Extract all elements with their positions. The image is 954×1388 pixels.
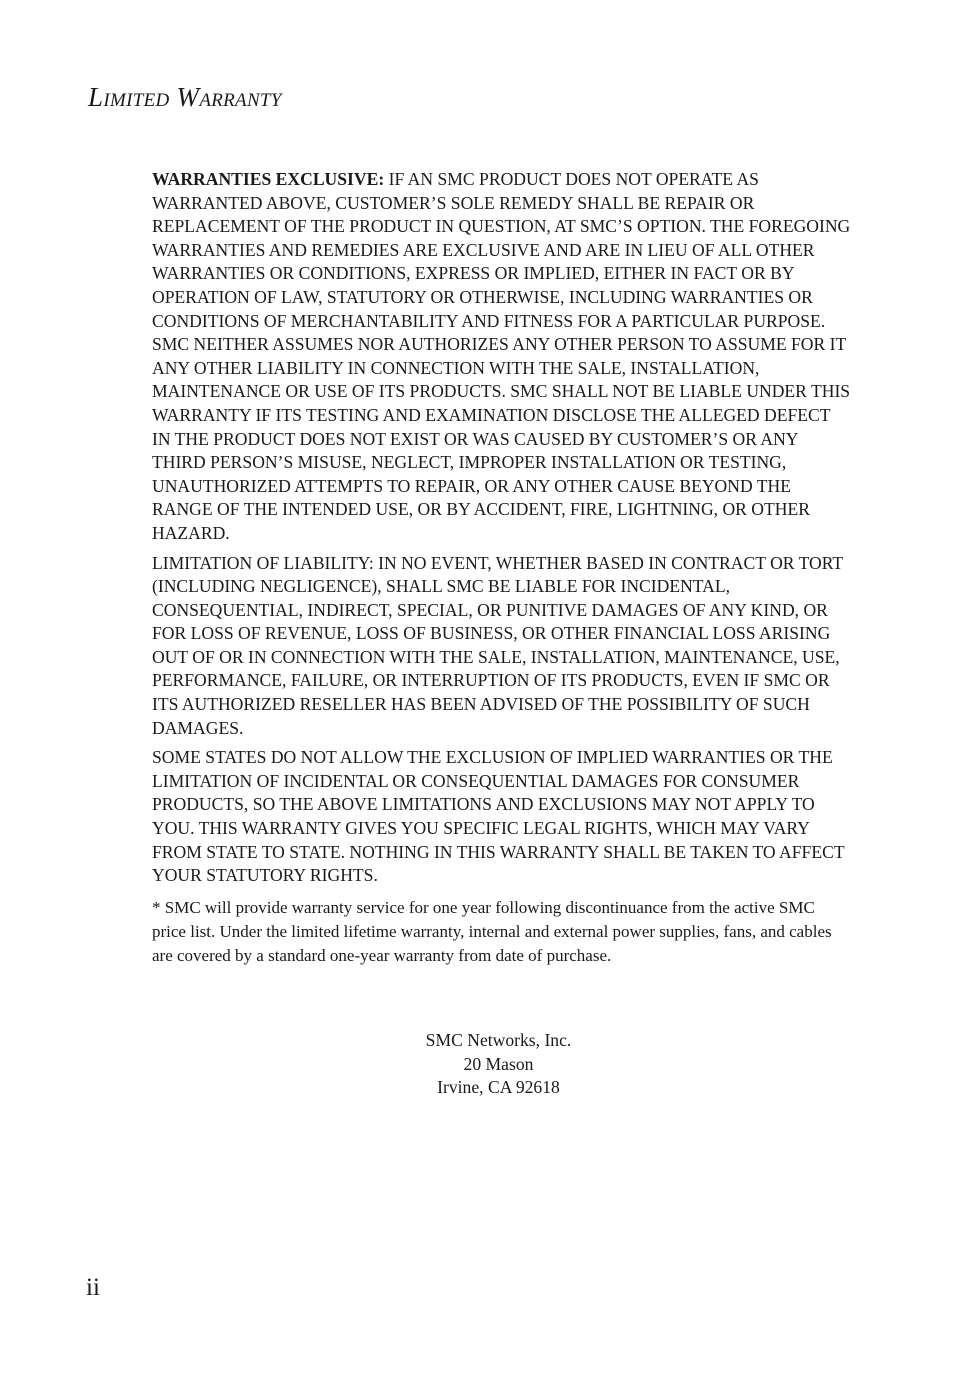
warranties-exclusive-text: IF AN SMC PRODUCT DOES NOT OPERATE AS WARRANTED ABOVE, CUSTOMER’S SOLE REMEDY SHALL BE REPAIR OR REPLACEMENT OF THE PRODUCT IN QUESTION, AT SMC’S OPTION. THE FOREGOING WARRANTIES AND REMEDIES ARE EXCLUSIVE AND ARE IN LIEU OF ALL OTHER WARRANTIES OR CONDITIONS, EXPRESS OR IMPLIED, EITHER IN FACT OR BY OPERATION OF LAW, STATUTORY OR OTHERWISE, INCLUDING WARRANTIES OR CONDITIONS OF MERCHANTABILITY AND FITNESS FOR A PARTICULAR PURPOSE. SMC NEITHER ASSUMES NOR AUTHORIZES ANY OTHER PERSON TO ASSUME FOR IT ANY OTHER LIABILITY IN CONNECTION WITH THE SALE, INSTALLATION, MAINTENANCE OR USE OF ITS PRODUCTS. SMC SHALL NOT BE LIABLE UNDER THIS WARRANTY IF ITS TESTING AND EXAMINATION DISCLOSE THE ALLEGED DEFECT IN THE PRODUCT DOES NOT EXIST OR WAS CAUSED BY CUSTOMER’S OR ANY THIRD PERSON’S MISUSE, NEGLECT, IMPROPER INSTALLATION OR TESTING, UNAUTHORIZED ATTEMPTS TO REPAIR, OR ANY OTHER CAUSE BEYOND THE RANGE OF THE INTENDED USE, OR BY ACCIDENT, FIRE, LIGHTNING, OR OTHER HAZARD. [152,169,851,543]
street-address: 20 Mason [463,1053,534,1074]
warranty-body [152,168,852,974]
limitation-of-liability-paragraph: LIMITATION OF LIABILITY: IN NO EVENT, WHETHER BASED IN CONTRACT OR TORT (INCLUDING NEGLIGENCE), SHALL SMC BE LIABLE FOR INCIDENTAL, CONSEQUENTIAL, INDIRECT, SPECIAL, OR PUNITIVE DAMAGES OF ANY KIND, OR FOR LOSS OF REVENUE, LOSS OF BUSINESS, OR OTHER FINANCIAL LOSS ARISING OUT OF OR IN CONNECTION WITH THE SALE, INSTALLATION, MAINTENANCE, USE, PERFORMANCE, FAILURE, OR INTERRUPTION OF ITS PRODUCTS, EVEN IF SMC OR ITS AUTHORIZED RESELLER HAS BEEN ADVISED OF THE POSSIBILITY OF SUCH DAMAGES. [152,552,843,738]
state-rights-paragraph: SOME STATES DO NOT ALLOW THE EXCLUSION OF IMPLIED WARRANTIES OR THE LIMITATION OF INCIDENTAL OR CONSEQUENTIAL DAMAGES FOR CONSUMER PRODUCTS, SO THE ABOVE LIMITATIONS AND EXCLUSIONS MAY NOT APPLY TO YOU. THIS WARRANTY GIVES YOU SPECIFIC LEGAL RIGHTS, WHICH MAY VARY FROM STATE TO STATE. NOTHING IN THIS WARRANTY SHALL BE TAKEN TO AFFECT YOUR STATUTORY RIGHTS. [152,747,845,886]
company-address [152,1029,845,1100]
city-state-zip: Irvine, CA 92618 [437,1077,560,1098]
lifetime-warranty-footnote: * SMC will provide warranty service for one year following discontinuance from the active SMC price list. Under the limited lifetime warranty, internal and external power supplies, fans, and cables are covered by a standard one-year warranty from date of purchase. [152,897,832,965]
running-head: Limited Warranty [88,82,282,112]
warranties-exclusive-paragraph [152,168,852,546]
page-number: ii [86,1274,100,1301]
company-name: SMC Networks, Inc. [425,1030,572,1050]
warranties-exclusive-label: WARRANTIES EXCLUSIVE: [152,169,385,189]
